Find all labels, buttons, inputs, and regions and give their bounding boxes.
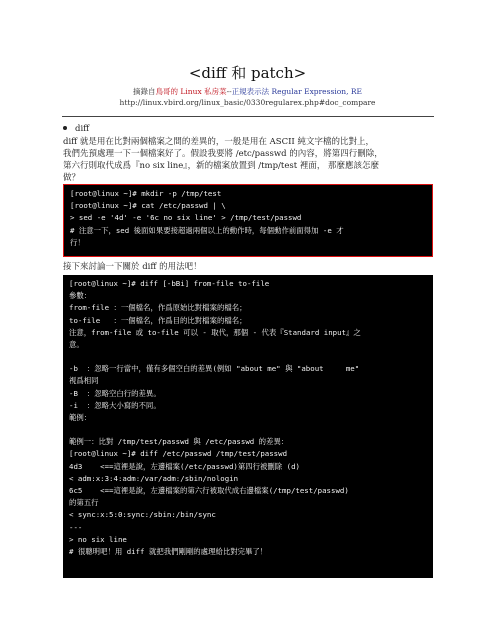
source-line bbox=[0, 86, 495, 97]
terminal-line: 6c5 <==這裡是說，左邊檔案的第六行被取代成右邊檔案(/tmp/test/passwd) bbox=[69, 486, 349, 496]
terminal-line: > no six line bbox=[69, 534, 127, 544]
terminal-line: # 注意一下，sed 後面如果要接超過兩個以上的動作時，每個動作前面得加 -e 才 bbox=[70, 225, 344, 235]
intro-paragraph bbox=[63, 136, 435, 184]
page-title: <diff 和 patch> bbox=[188, 64, 307, 82]
source-name: 鳥哥的 Linux 私房菜 bbox=[155, 87, 227, 96]
section-bullet bbox=[63, 124, 89, 134]
terminal-line: to-file ：一個檔名，作爲目的比對檔案的檔名； bbox=[69, 315, 247, 325]
terminal-line: 範例一：比對 /tmp/test/passwd 與 /etc/passwd 的差異： bbox=[69, 437, 289, 447]
terminal-blank-line bbox=[69, 424, 427, 436]
section-bullet-label: diff bbox=[75, 124, 90, 134]
terminal-blank-line bbox=[69, 351, 427, 363]
terminal-line: # 很聰明吧！用 diff 就把我們剛剛的處理給比對完畢了！ bbox=[69, 547, 268, 557]
source-prefix: 摘錄自 bbox=[133, 87, 156, 96]
terminal-block-preprocess bbox=[63, 184, 433, 257]
terminal-line: 參數： bbox=[69, 291, 92, 301]
terminal-line: [root@linux ~]# mkdir -p /tmp/test bbox=[70, 189, 222, 198]
header-divider bbox=[62, 116, 434, 117]
terminal-line: [root@linux ~]# diff /etc/passwd /tmp/test/passwd bbox=[69, 449, 288, 459]
paragraph-line: 第六行則取代成爲『no six line』，新的檔案放置到 /tmp/test 裡面， 那麼應該怎麼 bbox=[63, 161, 380, 171]
terminal-line: 注意，from-file 或 to-file 可以 - 取代，那個 - 代表『Standard input』之 bbox=[69, 327, 361, 337]
source-topic: 正規表示法 Regular Expression, RE bbox=[231, 87, 362, 96]
terminal-line: 視爲相同 bbox=[69, 376, 99, 386]
between-text: 接下來討論一下關於 diff 的用法吧！ bbox=[63, 262, 202, 272]
paragraph-line: 做？ bbox=[63, 173, 81, 183]
terminal-line: [root@linux ~]# cat /etc/passwd | \ bbox=[70, 201, 226, 211]
terminal-line: -i ：忽略大小寫的不同。 bbox=[69, 400, 161, 410]
terminal-line: 行！ bbox=[70, 237, 85, 247]
terminal-line: 範例： bbox=[69, 413, 92, 423]
terminal-line: 4d3 <==這裡是說，左邊檔案(/etc/passwd)第四行被刪除 (d) bbox=[69, 461, 300, 471]
terminal-line: > sed -e '4d' -e '6c no six line' > /tmp/test/passwd bbox=[70, 213, 302, 223]
bullet-dot-icon bbox=[63, 126, 67, 130]
terminal-line: -B ：忽略空白行的差異。 bbox=[69, 388, 161, 398]
source-url: http://linux.vbird.org/linux_basic/0330regularex.php#doc_compare bbox=[119, 98, 376, 107]
source-separator: -- bbox=[226, 87, 232, 96]
terminal-line: < adm:x:3:4:adm:/var/adm:/sbin/nologin bbox=[69, 473, 239, 483]
terminal-line: --- bbox=[69, 522, 83, 532]
paragraph-line: 我們先預處理一下一個檔案好了。假設我要將 /etc/passwd 的內容，將第四行刪除， bbox=[63, 149, 383, 159]
terminal-line: -b ：忽略一行當中，僅有多個空白的差異(例如 "about me" 與 "about me" bbox=[69, 364, 360, 374]
terminal-line: 的第五行 bbox=[69, 498, 99, 508]
terminal-block-diff bbox=[63, 275, 433, 578]
paragraph-line: diff 就是用在比對兩個檔案之間的差異的，一般是用在 ASCII 純文字檔的比對上， bbox=[63, 137, 374, 147]
terminal-line: [root@linux ~]# diff [-bBi] from-file to-file bbox=[69, 279, 270, 288]
terminal-line: from-file ：一個檔名，作爲原始比對檔案的檔名； bbox=[69, 303, 247, 313]
terminal-line: < sync:x:5:0:sync:/sbin:/bin/sync bbox=[69, 510, 216, 520]
terminal-line: 意。 bbox=[69, 340, 84, 350]
